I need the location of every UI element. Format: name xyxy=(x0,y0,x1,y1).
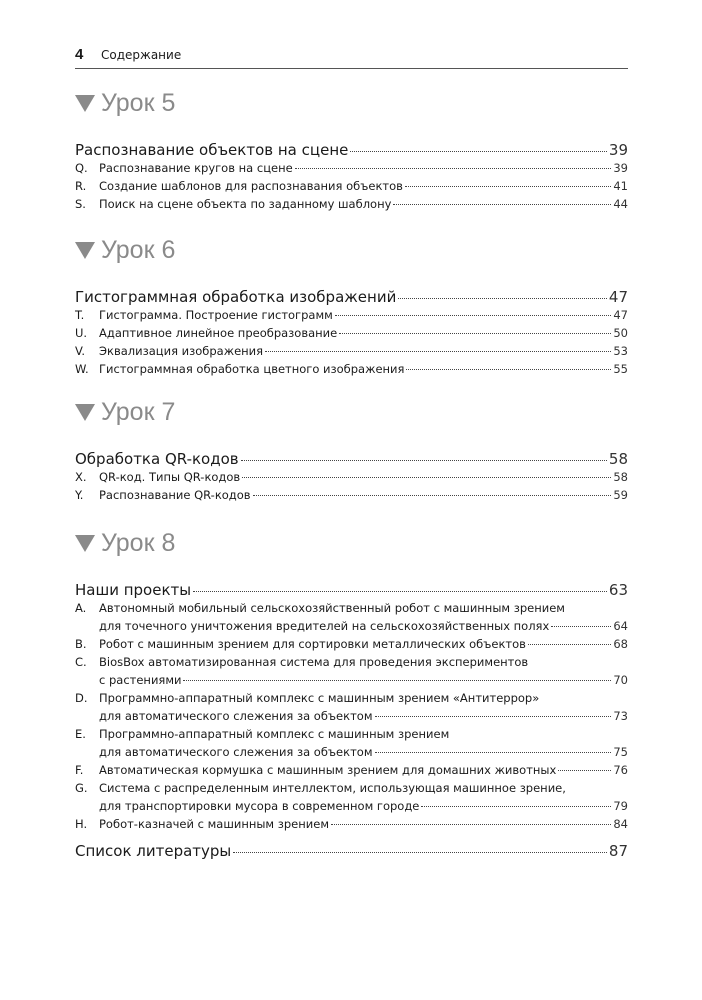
dot-leader xyxy=(295,168,612,169)
lesson-title: Урок 6 xyxy=(101,235,176,264)
lesson-heading xyxy=(75,394,628,430)
page-ref: 44 xyxy=(613,197,628,211)
toc-line xyxy=(75,799,628,817)
item-text: Распознавание кругов на сцене xyxy=(99,161,293,175)
lesson-title: Урок 5 xyxy=(101,88,176,117)
toc-line xyxy=(75,619,628,637)
bibliography-entry[interactable] xyxy=(75,842,628,862)
toc-line xyxy=(75,179,628,197)
dot-leader xyxy=(528,644,611,645)
toc-item[interactable] xyxy=(75,781,628,817)
toc-item[interactable] xyxy=(75,326,628,344)
page-ref: 41 xyxy=(613,179,628,193)
toc-item[interactable] xyxy=(75,308,628,326)
item-text: Программно-аппаратный комплекс с машинным зрением xyxy=(99,727,450,741)
dot-leader xyxy=(242,477,611,478)
lesson-heading xyxy=(75,85,628,121)
item-text: Программно-аппаратный комплекс с машинным зрением «Антитеррор» xyxy=(99,691,540,705)
item-letter: A. xyxy=(75,601,87,615)
toc-line xyxy=(75,781,628,799)
item-letter: V. xyxy=(75,344,86,358)
toc-item[interactable] xyxy=(75,161,628,179)
toc-line xyxy=(75,655,628,673)
item-letter: E. xyxy=(75,727,86,741)
dot-leader xyxy=(393,204,611,205)
toc-item[interactable] xyxy=(75,691,628,727)
item-text: BiosBox автоматизированная система для проведения экспериментов xyxy=(99,655,529,669)
triangle-icon xyxy=(75,535,95,552)
item-text: Гистограмма. Построение гистограмм xyxy=(99,308,333,322)
toc-line xyxy=(75,488,628,506)
page-ref: 47 xyxy=(613,308,628,322)
toc-line xyxy=(75,691,628,709)
dot-leader xyxy=(398,298,607,299)
page-ref: 53 xyxy=(613,344,628,358)
triangle-icon xyxy=(75,95,95,112)
item-text: с растениями xyxy=(99,673,182,687)
page-ref: 70 xyxy=(613,673,628,687)
page-ref: 59 xyxy=(613,488,628,502)
item-text: QR-код. Типы QR-кодов xyxy=(99,470,241,484)
lesson-section xyxy=(75,85,628,215)
dot-leader xyxy=(421,806,611,807)
triangle-icon xyxy=(75,404,95,421)
item-letter: Q. xyxy=(75,161,88,175)
page-ref: 84 xyxy=(613,817,628,831)
item-letter: G. xyxy=(75,781,88,795)
item-letter: S. xyxy=(75,197,86,211)
item-letter: H. xyxy=(75,817,88,831)
item-text: для автоматического слежения за объектом xyxy=(99,745,373,759)
toc-item[interactable] xyxy=(75,344,628,362)
toc-line xyxy=(75,161,628,179)
page-ref: 58 xyxy=(613,470,628,484)
chapter-entry[interactable] xyxy=(75,450,628,470)
chapter-entry[interactable] xyxy=(75,288,628,308)
item-letter: D. xyxy=(75,691,88,705)
toc-line xyxy=(75,673,628,691)
lesson-section xyxy=(75,394,628,506)
dot-leader xyxy=(558,770,611,771)
dot-leader xyxy=(339,333,611,334)
page-ref: 64 xyxy=(613,619,628,633)
page-ref: 39 xyxy=(613,161,628,175)
dot-leader xyxy=(241,460,607,461)
toc-item[interactable] xyxy=(75,488,628,506)
toc-item[interactable] xyxy=(75,655,628,691)
item-letter: R. xyxy=(75,179,87,193)
lesson-title: Урок 7 xyxy=(101,397,176,426)
chapter-entry[interactable] xyxy=(75,141,628,161)
page-ref: 47 xyxy=(608,288,628,306)
chapter-title: Обработка QR-кодов xyxy=(75,450,239,468)
page-ref: 68 xyxy=(613,637,628,651)
dot-leader xyxy=(183,680,611,681)
entry-title: Список литературы xyxy=(75,842,232,860)
item-text: Адаптивное линейное преобразование xyxy=(99,326,338,340)
dot-leader xyxy=(405,186,611,187)
dot-leader xyxy=(331,824,611,825)
item-letter: T. xyxy=(75,308,85,322)
toc-line xyxy=(75,727,628,745)
dot-leader xyxy=(375,752,612,753)
page-ref: 87 xyxy=(608,842,628,860)
lesson-section xyxy=(75,525,628,835)
page-ref: 39 xyxy=(608,141,628,159)
chapter-title: Наши проекты xyxy=(75,581,192,599)
item-text: Распознавание QR-кодов xyxy=(99,488,251,502)
lesson-title: Урок 8 xyxy=(101,528,176,557)
chapter-title: Гистограммная обработка изображений xyxy=(75,288,397,306)
item-letter: C. xyxy=(75,655,87,669)
item-text: Система с распределенным интеллектом, использующая машинное зрение, xyxy=(99,781,566,795)
item-text: для транспортировки мусора в современном городе xyxy=(99,799,420,813)
toc-item[interactable] xyxy=(75,817,628,835)
dot-leader xyxy=(265,351,611,352)
toc-line xyxy=(75,308,628,326)
page-ref: 73 xyxy=(613,709,628,723)
toc-line xyxy=(75,197,628,215)
page-ref: 50 xyxy=(613,326,628,340)
item-text: Эквализация изображения xyxy=(99,344,264,358)
lesson-heading xyxy=(75,232,628,268)
dot-leader xyxy=(335,315,612,316)
dot-leader xyxy=(406,369,611,370)
page-ref: 63 xyxy=(608,581,628,599)
item-text: Автономный мобильный сельскохозяйственный робот с машинным зрением xyxy=(99,601,565,615)
running-title: Содержание xyxy=(101,48,182,62)
item-text: для автоматического слежения за объектом xyxy=(99,709,373,723)
lesson-section xyxy=(75,232,628,380)
toc-line xyxy=(75,745,628,763)
triangle-icon xyxy=(75,242,95,259)
dot-leader xyxy=(233,852,607,853)
item-text: Поиск на сцене объекта по заданному шаблону xyxy=(99,197,392,211)
page-ref: 58 xyxy=(608,450,628,468)
toc-item[interactable] xyxy=(75,601,628,637)
toc-line xyxy=(75,709,628,727)
toc-item[interactable] xyxy=(75,179,628,197)
toc-line xyxy=(75,637,628,655)
item-letter: B. xyxy=(75,637,87,651)
toc-line xyxy=(75,601,628,619)
dot-leader xyxy=(193,591,607,592)
item-text: Робот-казначей с машинным зрением xyxy=(99,817,329,831)
toc-item[interactable] xyxy=(75,470,628,488)
item-letter: U. xyxy=(75,326,88,340)
toc-line xyxy=(75,362,628,380)
toc-line xyxy=(75,817,628,835)
chapter-title: Распознавание объектов на сцене xyxy=(75,141,349,159)
page-ref: 79 xyxy=(613,799,628,813)
toc-item[interactable] xyxy=(75,197,628,215)
item-letter: Y. xyxy=(75,488,84,502)
toc-line xyxy=(75,326,628,344)
chapter-entry[interactable] xyxy=(75,581,628,601)
item-text: Автоматическая кормушка с машинным зрением для домашних животных xyxy=(99,763,557,777)
page-ref: 76 xyxy=(613,763,628,777)
toc-line xyxy=(75,344,628,362)
toc-item[interactable] xyxy=(75,727,628,763)
dot-leader xyxy=(375,716,612,717)
page-ref: 55 xyxy=(613,362,628,376)
toc-line xyxy=(75,470,628,488)
dot-leader xyxy=(551,626,611,627)
running-header xyxy=(75,46,628,69)
item-letter: X. xyxy=(75,470,87,484)
toc-line xyxy=(75,763,628,781)
item-letter: F. xyxy=(75,763,84,777)
toc-item[interactable] xyxy=(75,362,628,380)
toc-item[interactable] xyxy=(75,763,628,781)
item-text: Создание шаблонов для распознавания объектов xyxy=(99,179,403,193)
toc-item[interactable] xyxy=(75,637,628,655)
item-text: Робот с машинным зрением для сортировки металлических объектов xyxy=(99,637,526,651)
dot-leader xyxy=(253,495,612,496)
page-ref: 75 xyxy=(613,745,628,759)
item-text: Гистограммная обработка цветного изображения xyxy=(99,362,405,376)
dot-leader xyxy=(350,151,607,152)
item-text: для точечного уничтожения вредителей на сельскохозяйственных полях xyxy=(99,619,550,633)
page-number: 4 xyxy=(75,46,84,63)
item-letter: W. xyxy=(75,362,89,376)
lesson-heading xyxy=(75,525,628,561)
